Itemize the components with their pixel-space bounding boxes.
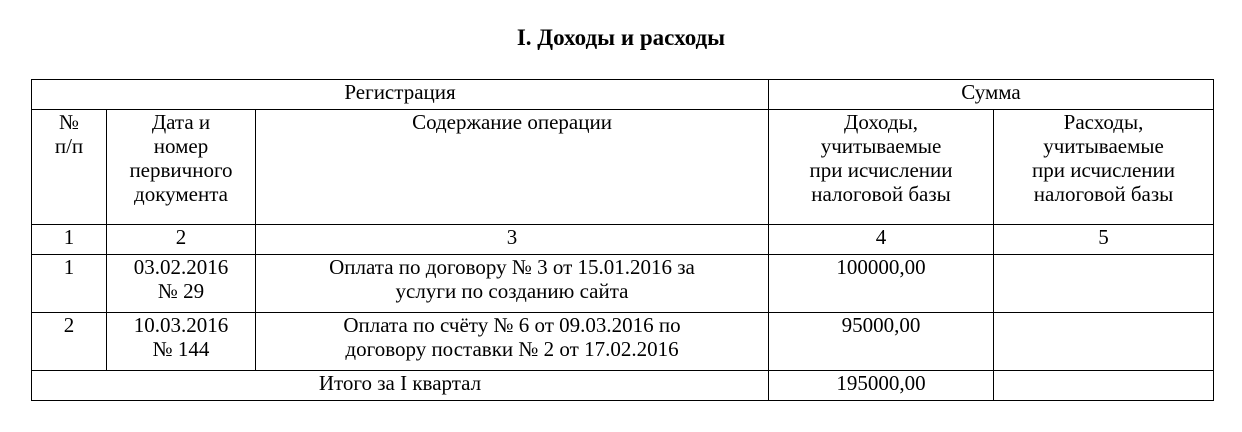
table-row	[32, 255, 1214, 313]
row-expense	[994, 255, 1214, 313]
header-col-content: Содержание операции	[256, 110, 769, 225]
header-columns-row	[32, 110, 1214, 225]
row-num: 1	[32, 255, 107, 313]
header-col-date: Дата и номер первичного документа	[107, 110, 256, 225]
table-row	[32, 313, 1214, 371]
row-date: 10.03.2016 № 144	[107, 313, 256, 371]
income-expense-table	[31, 79, 1214, 401]
column-number: 1	[32, 225, 107, 255]
row-income: 95000,00	[769, 313, 994, 371]
total-row	[32, 371, 1214, 401]
header-registration: Регистрация	[32, 80, 769, 110]
header-sum: Сумма	[769, 80, 1214, 110]
header-col-income: Доходы, учитываемые при исчислении налоговой базы	[769, 110, 994, 225]
row-expense	[994, 313, 1214, 371]
total-label: Итого за I квартал	[32, 371, 769, 401]
column-number: 3	[256, 225, 769, 255]
header-group-row	[32, 80, 1214, 110]
column-number: 2	[107, 225, 256, 255]
column-number: 4	[769, 225, 994, 255]
total-expense	[994, 371, 1214, 401]
column-number: 5	[994, 225, 1214, 255]
header-col-expense: Расходы, учитываемые при исчислении налоговой базы	[994, 110, 1214, 225]
total-income: 195000,00	[769, 371, 994, 401]
header-col-num: № п/п	[32, 110, 107, 225]
row-num: 2	[32, 313, 107, 371]
row-content: Оплата по договору № 3 от 15.01.2016 за услуги по созданию сайта	[256, 255, 769, 313]
column-numbers-row	[32, 225, 1214, 255]
row-date: 03.02.2016 № 29	[107, 255, 256, 313]
row-content: Оплата по счёту № 6 от 09.03.2016 по договору поставки № 2 от 17.02.2016	[256, 313, 769, 371]
row-income: 100000,00	[769, 255, 994, 313]
section-title: I. Доходы и расходы	[516, 25, 726, 50]
